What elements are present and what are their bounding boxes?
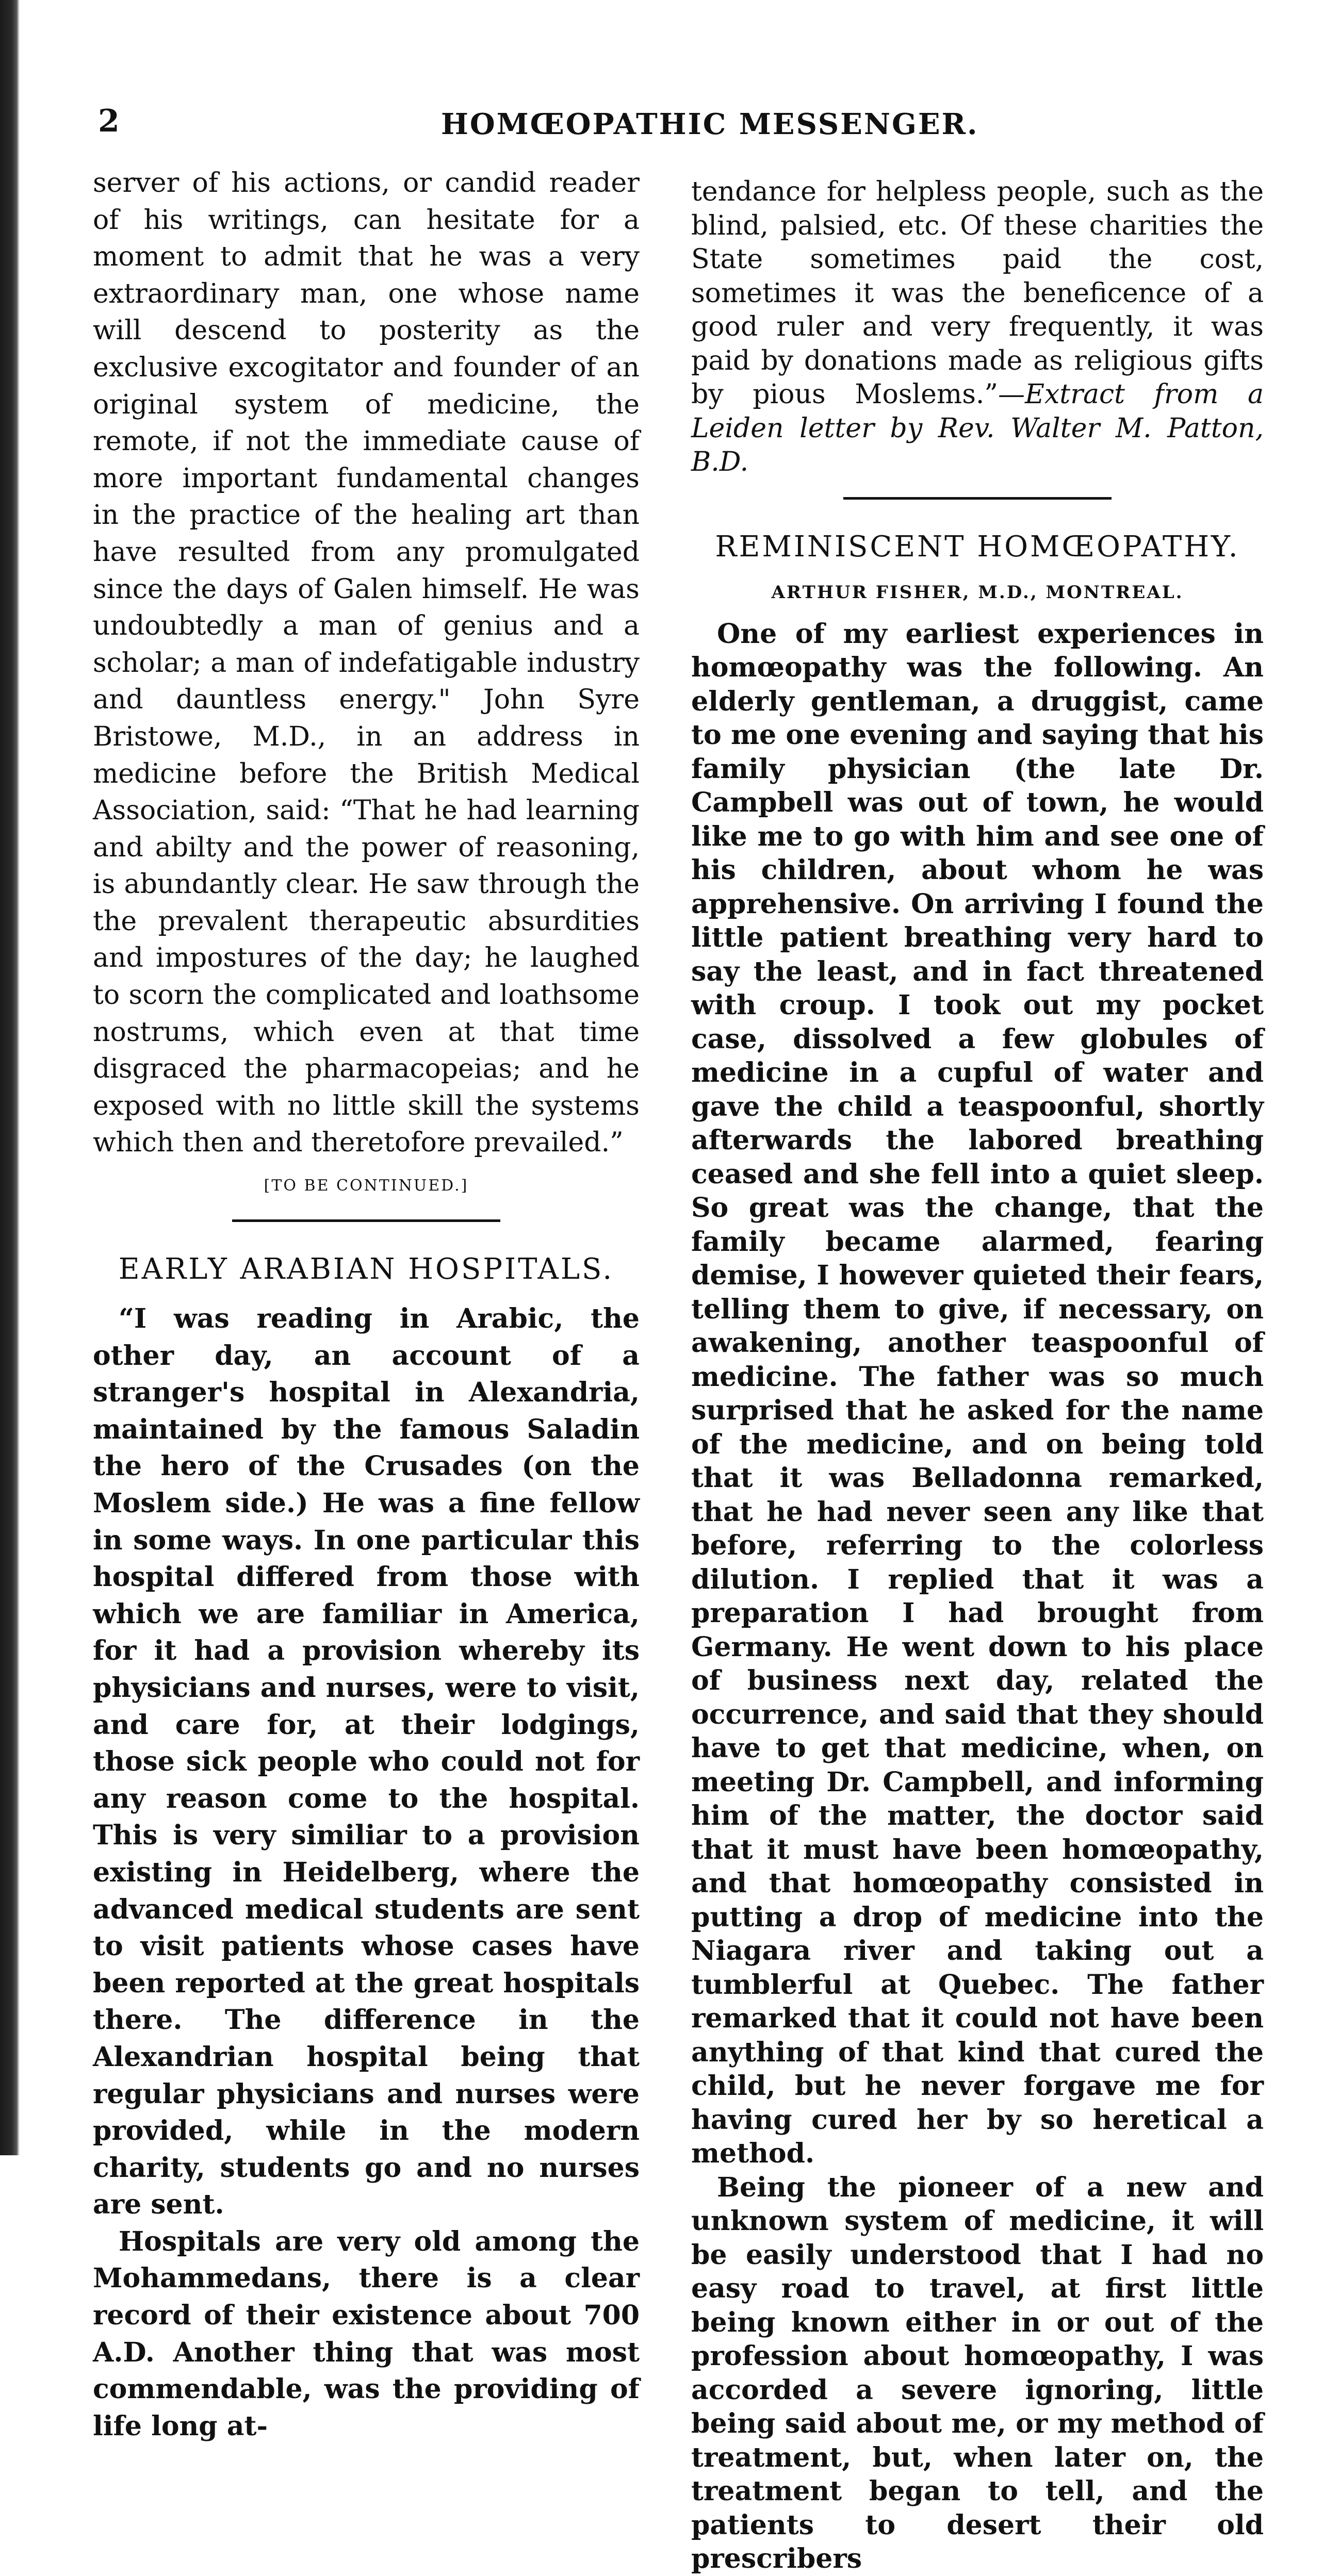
left-column bbox=[93, 165, 640, 2445]
section-divider-right bbox=[843, 497, 1112, 500]
running-title: HOMŒOPATHIC MESSENGER. bbox=[441, 107, 979, 141]
reminiscent-paragraph-2: Being the pioneer of a new and unknown system of medicine, it will be easily understood that I had no easy road to travel, at first little being known either in or out of the profession about homœopathy, I was accorded a severe ignoring, little being said about me, or my method of treatment, but, when later on, the treatment began to tell, and the patients to desert their old prescribers bbox=[691, 2171, 1264, 2574]
reminiscent-paragraph-1: One of my earliest experiences in homœopathy was the following. An elderly gentleman, a druggist, came to me one evening and saying that his family physician (the late Dr. Campbell was out of town, he would like me to go with him and see one of his children, about whom he was apprehensive. On arriving I found the little patient breathing very hard to say the least, and in fact threatened with croup. I took out my pocket case, dissolved a few globules of medicine in a cupful of water and gave the child a teaspoonful, shortly afterwards the labored breathing ceased and she fell into a quiet sleep. So great was the change, that the family became alarmed, fearing demise, I however quieted their fears, telling them to give, if necessary, on awakening, another teaspoonful of medicine. The father was so much surprised that he asked for the name of the medicine, and on being told that it was Belladonna remarked, that he had never seen any like that before, referring to the colorless dilution. I replied that it was a preparation I had brought from Germany. He went down to his place of business next day, related the occurrence, and said that they should have to get that medicine, when, on meeting Dr. Campbell, and informing him of the matter, the doctor said that it must have been homœopathy, and that homœopathy consisted in putting a drop of medicine into the Niagara river and taking out a tumblerful at Quebec. The father remarked that it could not have been anything of that kind that cured the child, but he never forgave me for having cured her by so heretical a method. bbox=[691, 618, 1264, 2169]
right-continued-text: tendance for helpless people, such as the blind, palsied, etc. Of these charities the State sometimes paid the cost, sometimes it was the beneficence of a good ruler and very frequently, it was paid by donations made as religious gifts by pious Moslems.” bbox=[691, 176, 1264, 410]
to-be-continued-note: [TO BE CONTINUED.] bbox=[264, 1177, 469, 1195]
section-divider bbox=[232, 1219, 500, 1222]
binding-edge bbox=[0, 0, 20, 2155]
left-continued-paragraph: server of his actions, or candid reader of his writings, can hesitate for a moment to admit that he was a very extraordinary man, one whose name will descend to posterity as the exclusive excogitator and founder of an original system of medicine, the remote, if not the immediate cause of more important fundamental changes in the practice of the healing art than have resulted from any promulgated since the days of Galen himself. He was undoubtedly a man of genius and a scholar; a man of indefatigable industry and dauntless energy." John Syre Bristowe, M.D., in an address in medicine before the British Medical Association, said: “That he had learning and abilty and the power of reasoning, is abundantly clear. He saw through the the prevalent therapeutic absurdities and impostures of the day; he laughed to scorn the complicated and loathsome nostrums, which even at that time disgraced the pharmacopeias; and he exposed with no little skill the systems which then and theretofore prevailed.” bbox=[93, 168, 640, 1159]
letter-citation: —Extract from a Leiden letter by Rev. Walter M. Patton, B.D. bbox=[691, 379, 1264, 477]
right-column bbox=[691, 175, 1264, 2576]
early-arabian-hospitals-title: EARLY ARABIAN HOSPITALS. bbox=[118, 1252, 614, 1286]
arabian-hospitals-paragraph-1: “I was reading in Arabic, the other day, an account of a stranger's hospital in Alexandria, maintained by the famous Saladin the hero of the Crusades (on the Moslem side.) He was a fine fellow in some ways. In one particular this hospital differed from those with which we are familiar in America, for it had a provision whereby its physicians and nurses, were to visit, and care for, at their lodgings, those sick people who could not for any reason come to the hospital. This is very similiar to a provision existing in Heidelberg, where the advanced medical students are sent to visit patients whose cases have been reported at the great hospitals there. The difference in the Alexandrian hospital being that regular physicians and nurses were provided, while in the modern charity, students go and no nurses are sent. bbox=[93, 1303, 640, 2221]
right-continued-paragraph bbox=[691, 175, 1264, 480]
reminiscent-homoeopathy-title: REMINISCENT HOMŒOPATHY. bbox=[715, 530, 1240, 564]
author-byline: ARTHUR FISHER, M.D., MONTREAL. bbox=[771, 582, 1184, 603]
arabian-hospitals-paragraph-2: Hospitals are very old among the Mohammedans, there is a clear record of their existence about 700 A.D. Another thing that was most commendable, was the providing of life long at- bbox=[93, 2225, 640, 2442]
page-header bbox=[98, 103, 979, 150]
page-number: 2 bbox=[98, 103, 120, 139]
